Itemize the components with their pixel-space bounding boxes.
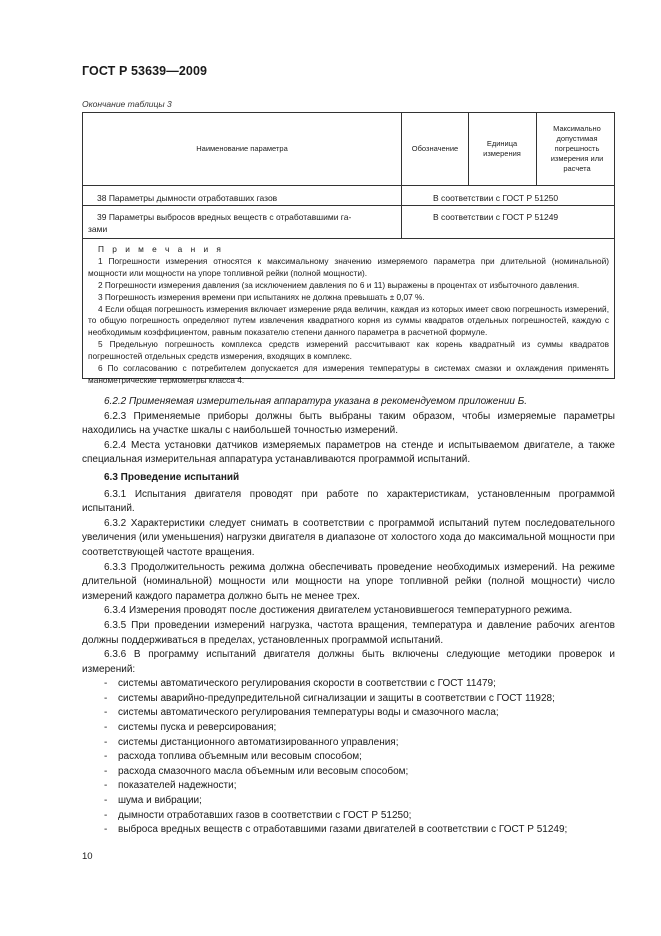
list-dash: - [104,692,108,704]
list-dash: - [104,795,108,807]
document-header: ГОСТ Р 53639—2009 [82,64,208,78]
row-39-label-line2: зами [88,224,108,234]
list-dash: - [104,678,108,690]
section-heading-6-3: 6.3 Проведение испытаний [104,471,240,483]
methods-list [82,677,615,838]
notes-title: П р и м е ч а н и я [98,244,224,254]
column-divider [536,113,537,185]
list-item: - системы пуска и реверсирования; [82,721,615,736]
paragraph-6-2-3: 6.2.3 Применяемые приборы должны быть выбраны таким образом, чтобы измеряемые параметры находились на участке шкалы с наибольшей точностью измерений. [82,410,615,437]
list-item: - дымности отработавших газов в соответствии с ГОСТ Р 51250; [82,809,615,824]
list-item: - системы аварийно-предупредительной сигнализации и защиты в соответствии с ГОСТ 11928; [82,692,615,707]
list-item: - системы автоматического регулирования скорости в соответствии с ГОСТ 11479; [82,677,615,692]
paragraph-6-3-6: 6.3.6 В программу испытаний двигателя должны быть включены следующие методики проверок и измерений: [82,649,615,675]
table-divider [83,185,614,186]
list-item: - шума и вибрации; [82,794,615,809]
list-dash: - [104,824,108,836]
body-text [82,395,615,838]
table-divider [83,205,614,206]
list-dash: - [104,780,108,792]
paragraph-6-3-5: 6.3.5 При проведении измерений нагрузка, частота вращения, температура и давление рабочих агентов должны поддерживаться в пределах, установленных программой испытаний. [82,619,615,646]
header-designation: Обозначение [411,144,459,153]
paragraph-6-3-4: 6.3.4 Измерения проводят после достижения двигателем установившегося температурного режима. [104,605,573,617]
list-item: - показателей надежности; [82,779,615,794]
header-parameter-name: Наименование параметра [196,144,288,153]
note-item: 2 Погрешности измерения давления (за исключением давления по 6 и 11) выражены в процентах от избыточного давления. [98,279,580,290]
list-item: - системы дистанционного автоматизированного управления; [82,736,615,751]
note-item: 5 Предельную погрешность комплекса средств измерений рассчитывают как корень квадратный из суммы квадратов погрешностей отдельных средств измерения, входящих в комплекс. [88,339,609,362]
list-dash: - [104,765,108,777]
note-item: 1 Погрешности измерения относятся к максимальному значению измеряемого параметра при длительной (номинальной) мощности или мощности на упоре топливной рейки (полной мощности). [88,255,609,278]
paragraph-6-3-3: 6.3.3 Продолжительность режима должна обеспечивать проведение необходимых измерений. На режиме длительной (номинальной) мощности или мощности на упоре топливной рейки (полной мощности) число измерений каждого параметра должно быть не менее трех. [82,561,615,602]
list-dash: - [104,722,108,734]
column-divider [468,113,469,185]
list-item: - расхода топлива объемным или весовым способом; [82,750,615,765]
paragraph-6-2-2: 6.2.2 Применяемая измерительная аппаратура указана в рекомендуемом приложении Б. [104,396,528,407]
header-unit: Единица измерения [483,139,521,158]
column-divider [401,185,402,238]
parameters-table [82,112,615,385]
page-number: 10 [82,851,93,862]
list-item: - выброса вредных веществ с отработавшими газами двигателей в соответствии с ГОСТ Р 51249; [82,823,615,838]
table-caption: Окончание таблицы 3 [82,99,172,109]
note-item: 4 Если общая погрешность измерения включает измерение ряда величин, каждая из которых имеет свою погрешность измерений, то общую погрешность определяют путем извлечения квадратного корня из суммы квадратов отдельных погрешностей, каждую с необходимым коэффициентом, равным показателю степени данного параметра в расчетной формуле. [88,303,609,338]
note-item: 3 Погрешность измерения времени при испытаниях не должна превышать ± 0,07 %. [98,291,425,302]
list-item: - расхода смазочного масла объемным или весовым способом; [82,765,615,780]
note-item: 6 По согласованию с потребителем допускается для измерения температуры в системах смазки и охлаждения применять манометрические термометры класса 4. [88,363,609,385]
list-dash: - [104,751,108,763]
paragraph-6-3-1: 6.3.1 Испытания двигателя проводят при работе по характеристикам, установленным программой испытаний. [82,488,615,515]
row-38-label: 38 Параметры дымности отработавших газов [97,193,278,203]
table-notes [88,244,609,387]
paragraph-6-3-2: 6.3.2 Характеристики следует снимать в соответствии с программой испытаний путем последовательного увеличения (или уменьшения) нагрузки двигателя в диапазоне от холостого хода до максимальной мощности при соответствующей частоте вращения. [82,517,615,558]
list-dash: - [104,707,108,719]
list-dash: - [104,809,108,821]
row-39-label-line1: 39 Параметры выбросов вредных веществ с отработавшими га- [97,212,352,222]
paragraph-6-2-4: 6.2.4 Места установки датчиков измеряемых параметров на стенде и испытываемом двигателе, а также специальная измерительная аппаратура устанавливаются программой испытаний. [82,439,615,466]
list-item: - системы автоматического регулирования температуры воды и смазочного масла; [82,706,615,721]
row-38-value: В соответствии с ГОСТ Р 51250 [433,193,559,203]
row-39-value: В соответствии с ГОСТ Р 51249 [433,212,559,222]
header-max-error: Максимально допустимая погрешность измерения или расчета [550,124,604,173]
list-dash: - [104,736,108,748]
table-divider [83,238,614,239]
